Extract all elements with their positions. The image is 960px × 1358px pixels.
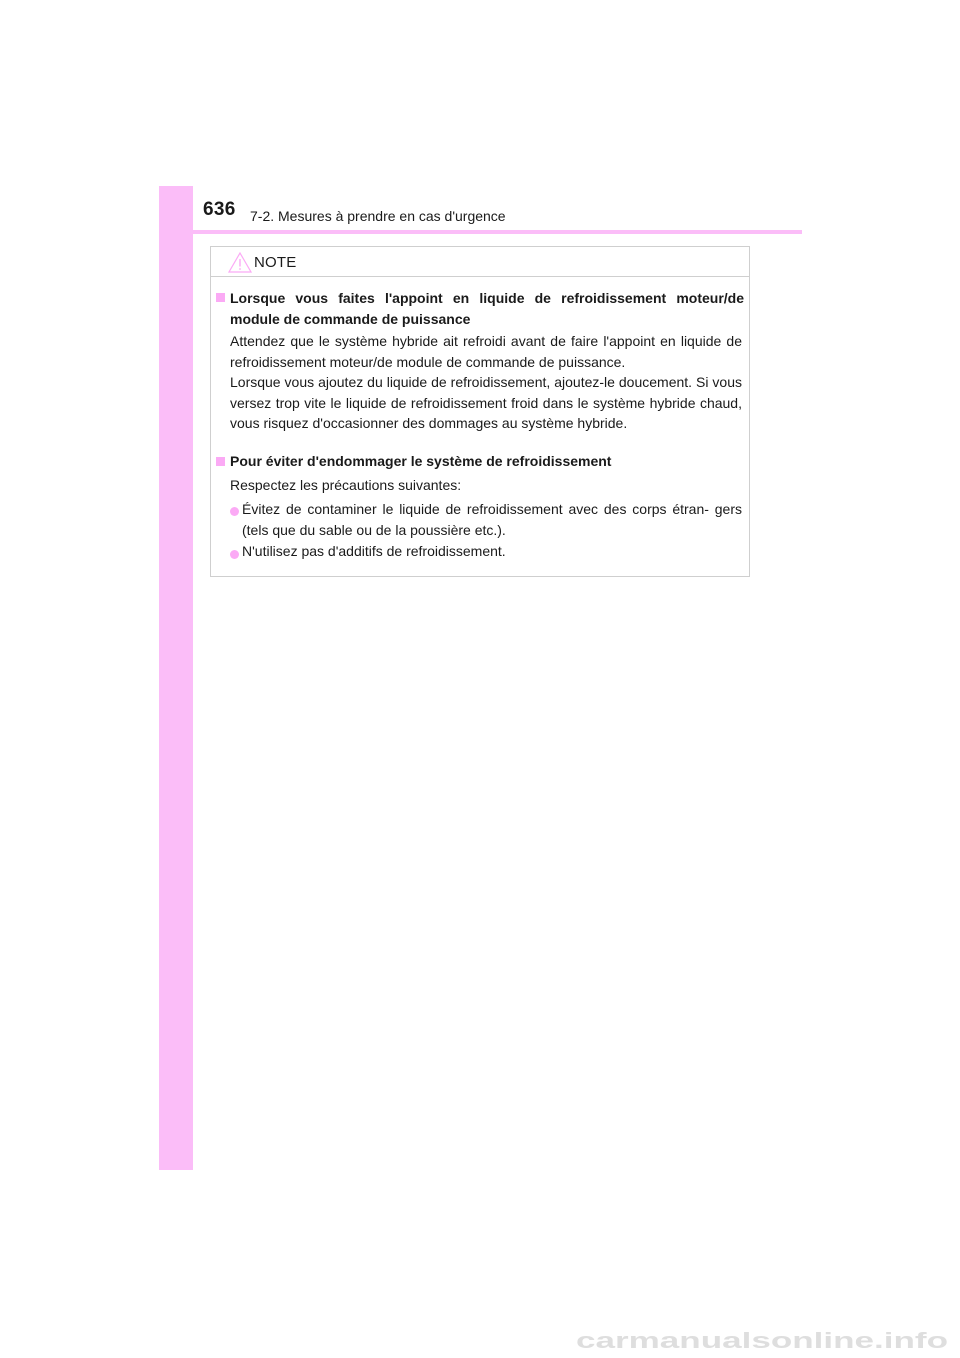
note-label: NOTE [254,254,297,271]
paragraph: Attendez que le système hybride ait refroidi avant de faire l'appoint en liquide de refroidissement moteur/de module de commande de puissance. [230,333,742,370]
header-rule [159,230,802,234]
list-item: Évitez de contaminer le liquide de refroidissement avec des corps étran- gers (tels que du sable ou de la poussière etc.). [242,501,742,538]
svg-text:carmanualsonline.info: carmanualsonline.info [576,1329,948,1353]
section-bullet-icon [216,293,225,302]
section-bullet-icon [216,457,225,466]
section-title: 7-2. Mesures à prendre en cas d'urgence [250,208,506,224]
list-item: N'utilisez pas d'additifs de refroidissement. [242,543,506,559]
paragraph: Lorsque vous ajoutez du liquide de refroidissement, ajoutez-le doucement. Si vous versez trop vite le liquide de refroidissement froid dans le système hybride chaud, vous risquez d'occasionner des dommages au système hybride. [230,374,742,431]
note-header [211,247,749,277]
side-color-band [159,186,193,1170]
list-bullet-icon [230,507,239,516]
warning-triangle-icon [228,252,252,273]
watermark-logo [576,1329,952,1353]
section-heading: Lorsque vous faites l'appoint en liquide de refroidissement moteur/de module de commande de puissance [230,290,744,327]
paragraph: Respectez les précautions suivantes: [230,477,462,493]
page-number: 636 [203,199,236,220]
note-box [210,246,750,577]
list-bullet-icon [230,550,239,559]
section-heading: Pour éviter d'endommager le système de refroidissement [230,453,612,469]
